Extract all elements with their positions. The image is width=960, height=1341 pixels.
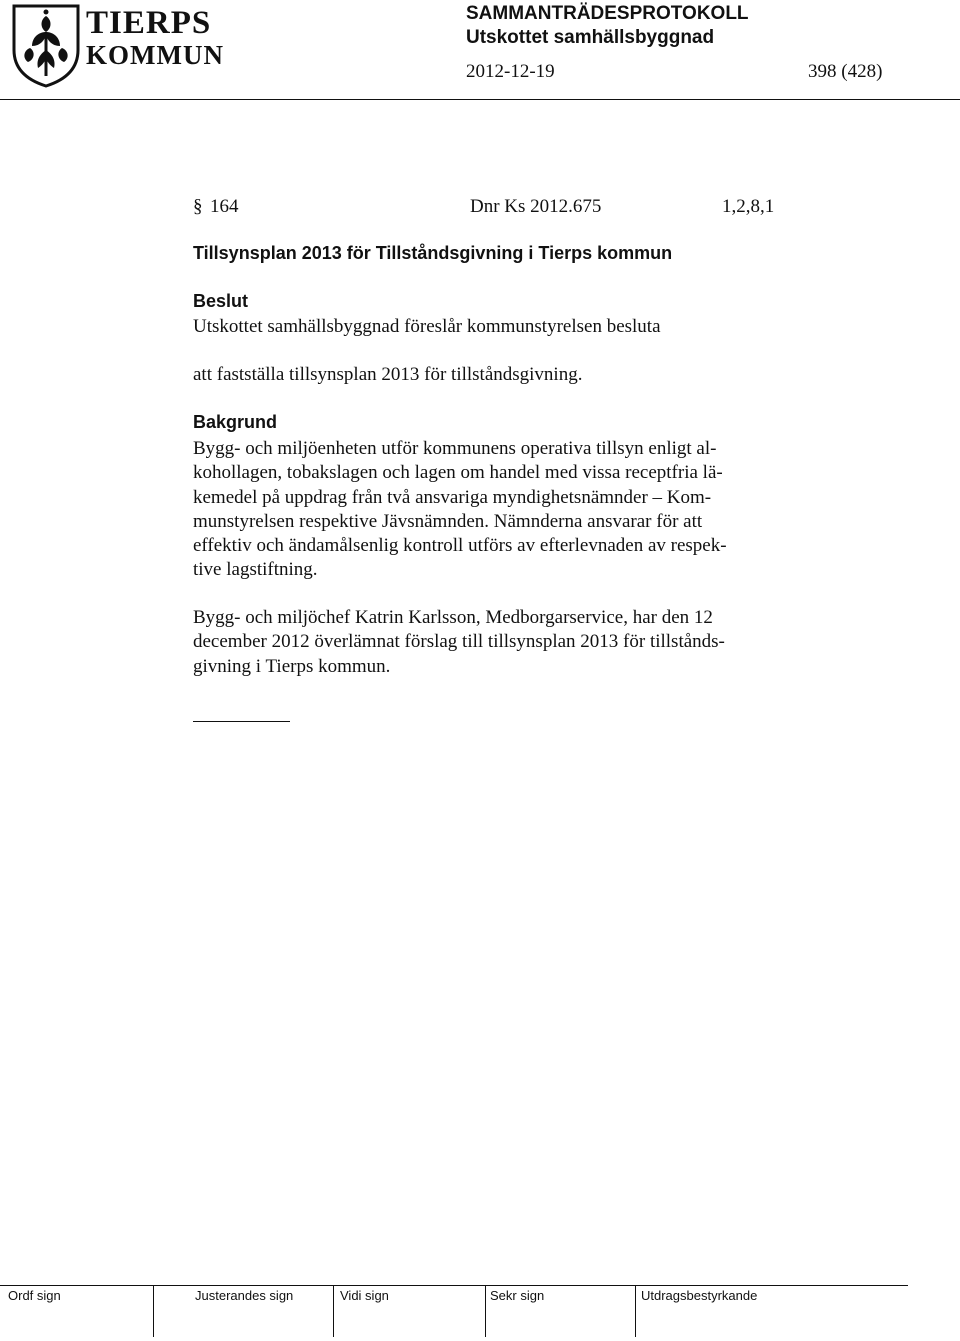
tierps-kommun-coat-of-arms-logo	[10, 2, 82, 88]
footer-divider	[0, 1285, 908, 1286]
paragraph-line: kohollagen, tobakslagen och lagen om handel med vissa receptfria lä-	[193, 462, 723, 484]
paragraph-line: Bygg- och miljöchef Katrin Karlsson, Medborgarservice, har den 12	[193, 607, 713, 628]
brand-line2: KOMMUN	[86, 40, 224, 70]
footer-label-utdragsbestyrkande: Utdragsbestyrkande	[641, 1288, 758, 1303]
brand-wordmark	[86, 6, 224, 70]
paragraph-line: december 2012 överlämnat förslag till tillsynsplan 2013 för tillstånds-	[193, 631, 725, 653]
decision-att-clause	[193, 363, 793, 387]
footer-label-sekr-sign: Sekr sign	[490, 1288, 545, 1303]
footer-column-divider	[485, 1285, 486, 1337]
end-of-section-rule	[193, 721, 290, 722]
section-title: Tillsynsplan 2013 för Tillståndsgivning i Tierps kommun	[193, 243, 673, 263]
committee-name: Utskottet samhällsbyggnad	[466, 27, 715, 48]
section-number: 164	[210, 196, 239, 217]
footer-column-divider	[333, 1285, 334, 1337]
document-type: SAMMANTRÄDESPROTOKOLL	[466, 3, 749, 24]
background-heading: Bakgrund	[193, 412, 278, 432]
paragraph-line: effektiv och ändamålsenlig kontroll utförs av efterlevnaden av respek-	[193, 535, 727, 557]
paragraph-line: tive lagstiftning.	[193, 559, 318, 581]
section-symbol: §	[193, 196, 203, 217]
paragraph-line: givning i Tierps kommun.	[193, 655, 391, 677]
archive-code: 1,2,8,1	[722, 196, 775, 217]
meeting-date: 2012-12-19	[466, 61, 555, 82]
background-paragraph-1	[193, 437, 793, 583]
decision-heading: Beslut	[193, 291, 249, 311]
paragraph-line: munstyrelsen respektive Jävsnämnden. Nämnderna ansvarar för att	[193, 510, 703, 532]
footer-column-divider	[635, 1285, 636, 1337]
footer-label-justerandes-sign: Justerandes sign	[195, 1288, 294, 1303]
footer-column-divider	[153, 1285, 154, 1337]
background-paragraph-2	[193, 606, 793, 679]
footer-label-vidi-sign: Vidi sign	[340, 1288, 389, 1303]
footer-label-ordf-sign: Ordf sign	[8, 1288, 61, 1303]
decision-line: att fastställa tillsynsplan 2013 för tillståndsgivning.	[193, 364, 583, 385]
header-divider	[0, 99, 960, 100]
decision-text	[193, 315, 793, 339]
paragraph-line: Bygg- och miljöenheten utför kommunens operativa tillsyn enligt al-	[193, 438, 717, 459]
paragraph-line: kemedel på uppdrag från två ansvariga myndighetsnämnder – Kom-	[193, 486, 712, 508]
page-number: 398 (428)	[808, 61, 883, 82]
diary-number: Dnr Ks 2012.675	[470, 196, 602, 217]
brand-line1: TIERPS	[86, 5, 212, 41]
decision-line: Utskottet samhällsbyggnad föreslår kommunstyrelsen besluta	[193, 316, 661, 337]
